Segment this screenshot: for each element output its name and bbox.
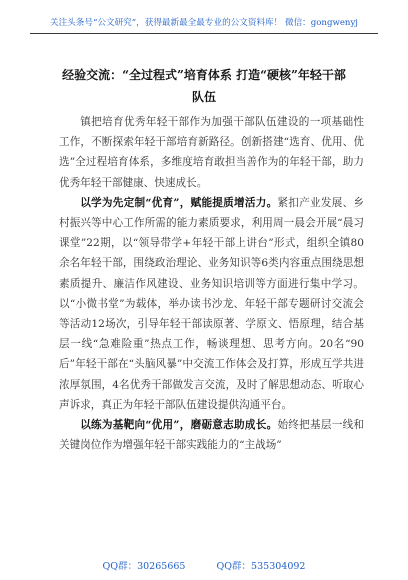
paragraph-1: 镇把培育优秀年轻干部作为加强干部队伍建设的一项基础性工作，不断探索年轻干部培育新路径。创新搭建“选育、优用、优选”全过程培育体系，多维度培育敢担当善作为的年轻干部，助力优秀年轻干部健康、快速成长。	[59, 116, 364, 189]
document-body	[59, 112, 364, 455]
title-line-2: 队伍	[191, 90, 216, 104]
footer-qq-group-2: QQ群：535304092	[216, 561, 306, 572]
paragraph-2-text: 紧扣产业发展、乡村振兴等中心工作所需的能力素质要求，利用周一晨会开展“晨习课堂”22期，以“领导带学+年轻干部上讲台”形式，组织全镇80余名年轻干部，围绕政治理论、业务知识等6类内容重点围绕思想素质提升、廉洁作风建设、业务知识培训等方面进行集中学习。以“小微书堂”为载体，举办读书沙龙、年轻干部专题研讨交流会等活动12场次，引导年轻干部读原著、学原文、悟原理，结合基层一线“急难险重”热点工作，畅谈理想、思考方向。20名“90后”年轻干部在“头脑风暴”中交流工作体会及打算，形成互学共进浓厚氛围，4名优秀干部做发言交流，及时了解思想动态、听取心声诉求，真正为年轻干部队伍建设提供沟通平台。	[59, 196, 365, 411]
title-line-1: 经验交流：“全过程式”培育体系 打造“硬核”年轻干部	[62, 68, 346, 82]
paragraph-3-heading: 以练为基靶向“优用”，磨砺意志助成长。	[80, 419, 278, 432]
paragraph-2-heading: 以学为先定制“优育”，赋能提质增活力。	[80, 196, 278, 209]
paragraph-3-text: 始终把基层一线和关键岗位作为增强年轻干部实践能力的“主战场”	[59, 419, 365, 452]
paragraph-2	[59, 193, 364, 415]
footer	[0, 558, 408, 572]
paragraph-3	[59, 415, 364, 455]
page-title	[44, 64, 364, 108]
header-banner: 关注头条号“公文研究”，获得最新最全最专业的公文资料库！ 微信：gongwenyj	[30, 16, 378, 34]
footer-qq-group-1: QQ群：30265665	[102, 561, 186, 572]
